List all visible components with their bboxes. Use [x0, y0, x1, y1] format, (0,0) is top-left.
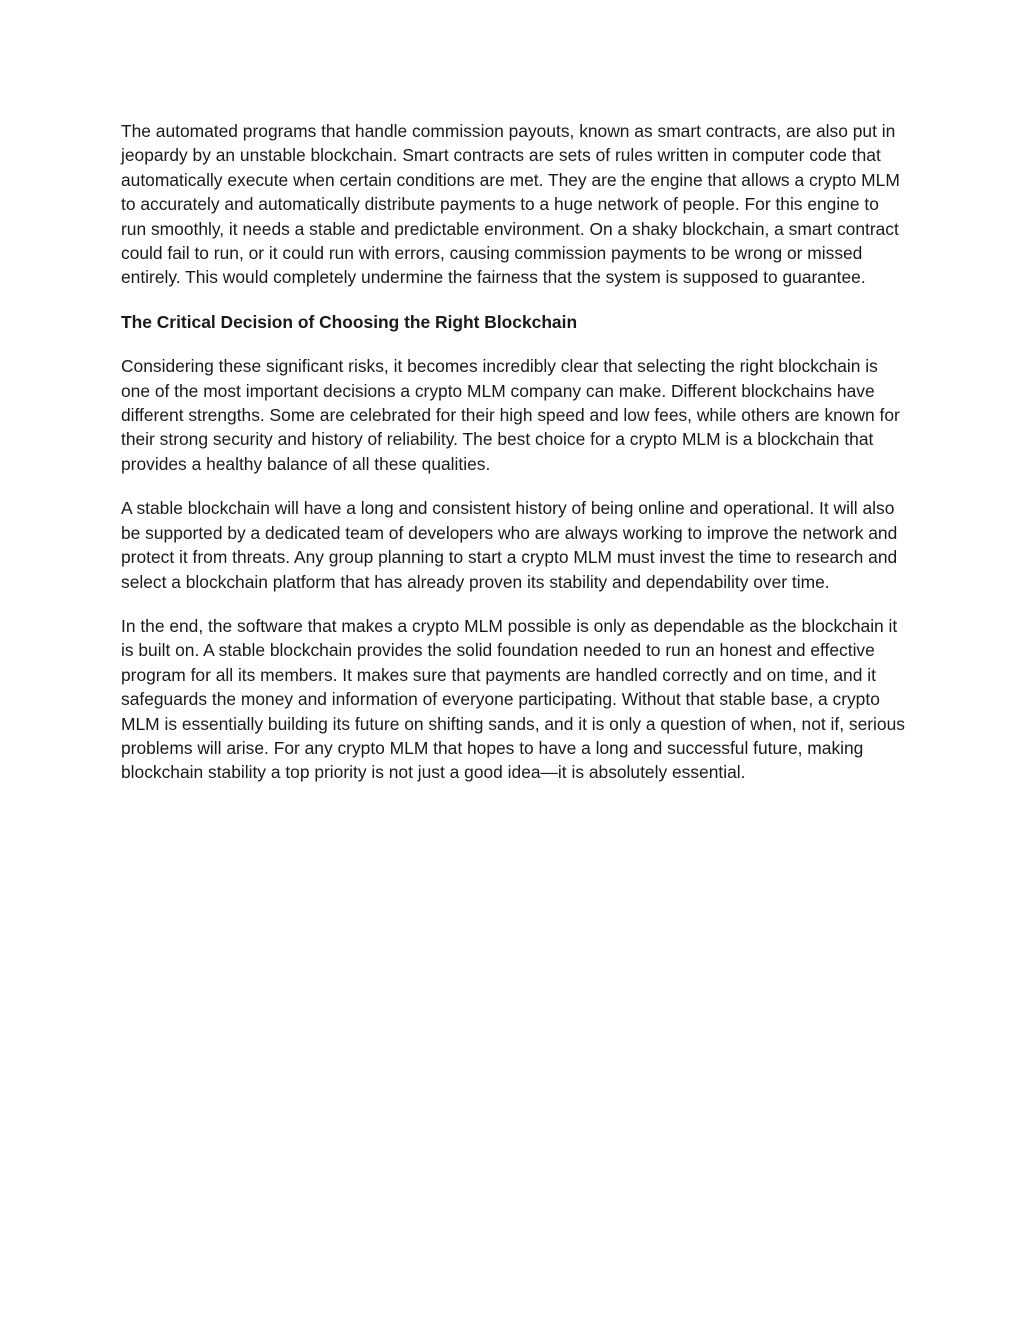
paragraph-smart-contracts: The automated programs that handle commission payouts, known as smart contracts, are also put in jeopardy by an unstable blockchain. Smart contracts are sets of rules written in computer code that automatically execute when certain conditions are met. They are the engine that allows a crypto MLM to accurately and automatically distribute payments to a huge network of people. For this engine to run smoothly, it needs a stable and predictable environment. On a shaky blockchain, a smart contract could fail to run, or it could run with errors, causing commission payments to be wrong or missed entirely. This would completely undermine the fairness that the system is supposed to guarantee. [121, 121, 900, 288]
section-heading: The Critical Decision of Choosing the Right Blockchain [121, 311, 578, 332]
paragraph-conclusion: In the end, the software that makes a crypto MLM possible is only as dependable as the blockchain it is built on. A stable blockchain provides the solid foundation needed to run an honest and effective program for all its members. It makes sure that payments are handled correctly and on time, and it safeguards the money and information of everyone participating. Without that stable base, a crypto MLM is essentially building its future on shifting sands, and it is only a question of when, not if, serious problems will arise. For any crypto MLM that hopes to have a long and successful future, making blockchain stability a top priority is not just a good idea—it is absolutely essential. [121, 615, 905, 783]
document-page [121, 119, 907, 805]
paragraph-choosing-blockchain: Considering these significant risks, it becomes incredibly clear that selecting the right blockchain is one of the most important decisions a crypto MLM company can make. Different blockchains have different strengths. Some are celebrated for their high speed and low fees, while others are known for their strong security and history of reliability. The best choice for a crypto MLM is a blockchain that provides a healthy balance of all these qualities. [121, 356, 900, 474]
paragraph-stable-blockchain: A stable blockchain will have a long and consistent history of being online and operational. It will also be supported by a dedicated team of developers who are always working to improve the network and protect it from threats. Any group planning to start a crypto MLM must invest the time to research and select a blockchain platform that has already proven its stability and dependability over time. [121, 498, 898, 592]
